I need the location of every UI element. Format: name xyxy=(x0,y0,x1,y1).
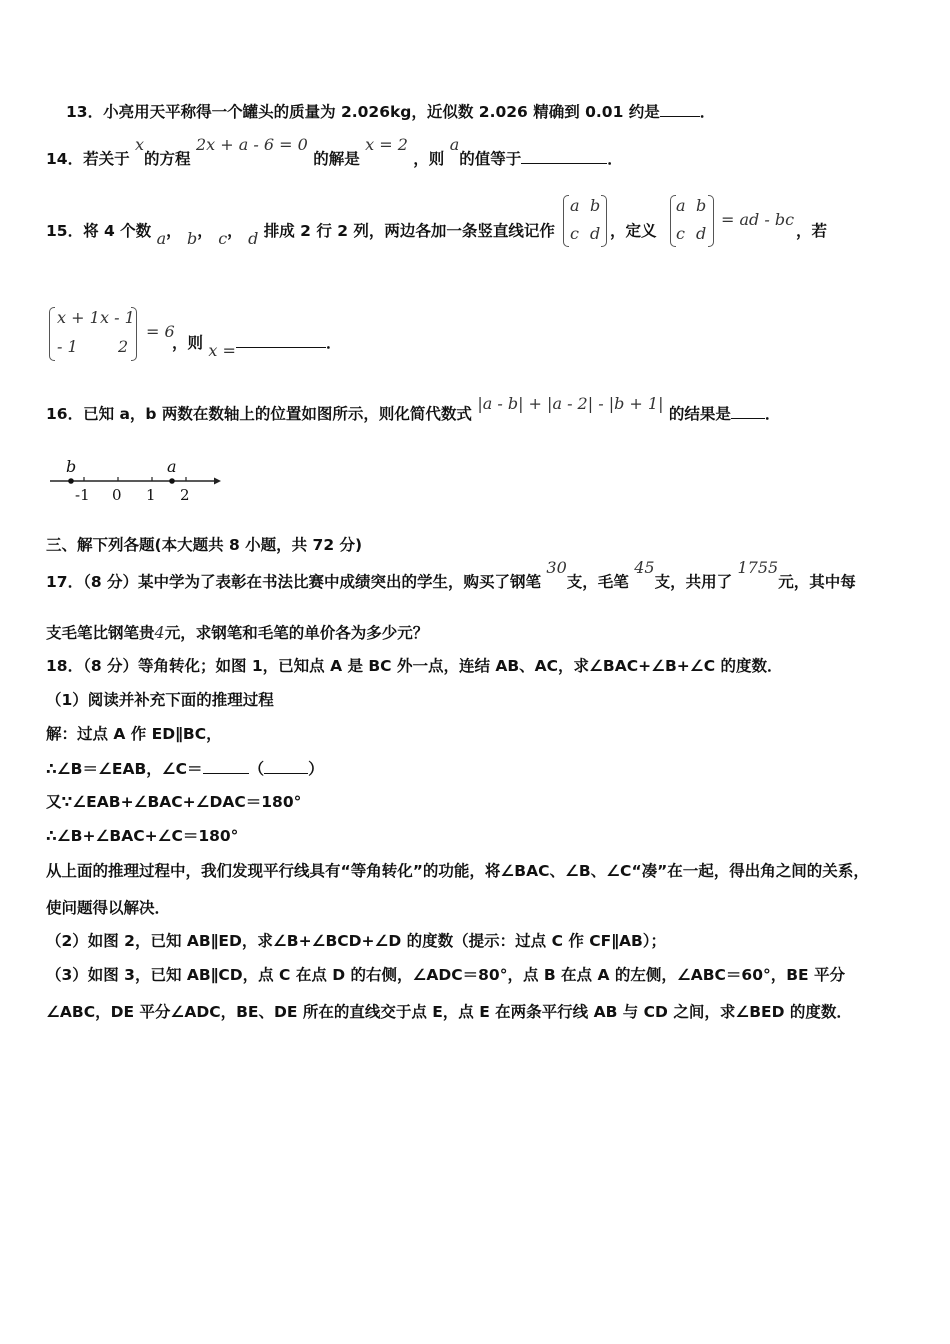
question-17-line-2 xyxy=(46,622,950,644)
q16-expression: |a - b| + |a - 2| - |b + 1| xyxy=(477,394,664,413)
q14-prefix: 14．若关于 xyxy=(46,150,130,168)
q15-text-4: ，若 xyxy=(796,222,828,240)
q16-text-1: 16．已知 a，b 两数在数轴上的位置如图所示，则化简代数式 xyxy=(46,405,472,423)
label-a: a xyxy=(167,457,177,476)
q17-text-1: 17．（8 分）某中学为了表彰在书法比赛中成绩突出的学生，购买了钢笔 xyxy=(46,573,542,591)
q18-line-11: ∠ABC，DE 平分∠ADC，BE、DE 所在的直线交于点 E，点 E 在两条平行线 AB 与 CD 之间，求∠BED 的度数． xyxy=(46,1003,852,1021)
q18-line-9: （2）如图 2，已知 AB∥ED，求∠B+∠BCD+∠D 的度数（提示：过点 C 作 CF∥AB）； xyxy=(46,932,667,950)
question-14 xyxy=(46,135,950,170)
q15-define xyxy=(610,220,657,242)
q14-var-a: a xyxy=(449,135,460,154)
axis-arrow xyxy=(214,478,221,485)
q18-paren-open: （ xyxy=(248,760,265,778)
tick-label-2: 2 xyxy=(180,486,190,504)
q15-equals-6: = 6 xyxy=(146,322,175,341)
label-b: b xyxy=(66,457,77,476)
q17-num-45: 45 xyxy=(634,558,655,577)
q18-line-4 xyxy=(46,757,950,780)
q18-line-5: 又∵∠EAB+∠BAC+∠DAC＝180° xyxy=(46,793,302,811)
q13-end: ． xyxy=(699,103,716,121)
q18-line-2: （1）阅读并补充下面的推理过程 xyxy=(46,691,274,709)
q15-var-b: b xyxy=(187,229,198,248)
q14-solution: x = 2 xyxy=(365,135,408,154)
q17-num-1755: 1755 xyxy=(737,558,779,577)
q18-line-1: 18．（8 分）等角转化；如图 1，已知点 A 是 BC 外一点，连结 AB、AC，求∠BAC+∠B+∠C 的度数． xyxy=(46,657,783,675)
q18-blank-reason[interactable] xyxy=(264,757,308,774)
matrix-cell-c: c xyxy=(570,224,579,243)
cond-cell-12: x - 1 xyxy=(100,308,135,327)
matrix-cell-a: a xyxy=(570,196,580,215)
def-cell-d: d xyxy=(696,224,707,243)
number-line-figure xyxy=(44,452,224,508)
q17-text-2: 支，毛笔 xyxy=(566,573,629,591)
cond-cell-11: x + 1 xyxy=(57,308,100,327)
q14-text-3: 的解是 xyxy=(313,150,360,168)
q14-equation: 2x + a - 6 = 0 xyxy=(195,135,308,154)
q13-answer-blank[interactable] xyxy=(660,100,700,117)
q15-comma: ， xyxy=(166,222,182,240)
question-17 xyxy=(46,558,950,593)
q15-if xyxy=(796,220,827,242)
q14-text-2: 的方程 xyxy=(144,150,191,168)
q16-answer-blank[interactable] xyxy=(731,402,765,419)
q15-x-equals: x = xyxy=(208,341,236,360)
tick-label-minus1: -1 xyxy=(75,486,90,504)
q18-line-10: （3）如图 3，已知 AB∥CD，点 C 在点 D 的右侧，∠ADC＝80°，点 B 在点 A 的左侧，∠ABC＝60°，BE 平分 xyxy=(46,966,846,984)
q15-text-2: 排成 2 行 2 列，两边各加一条竖直线记作 xyxy=(263,222,555,240)
def-cell-b: b xyxy=(696,196,707,215)
q15-then: ，则 xyxy=(172,334,204,352)
q14-answer-blank[interactable] xyxy=(521,147,607,164)
q15-var-a: a xyxy=(156,229,167,248)
q18-line-7: 从上面的推理过程中，我们发现平行线具有“等角转化”的功能，将∠BAC、∠B、∠C“凑”在一起，得出角之间的关系， xyxy=(46,862,869,880)
q15-answer-blank[interactable] xyxy=(236,331,326,348)
tick-label-0: 0 xyxy=(112,486,122,504)
point-a xyxy=(169,478,175,484)
q15-prefix: 15．将 4 个数 xyxy=(46,222,152,240)
def-cell-c: c xyxy=(676,224,685,243)
point-b xyxy=(68,478,74,484)
q18-line-6: ∴∠B+∠BAC+∠C＝180° xyxy=(46,827,239,845)
question-13 xyxy=(66,100,950,123)
q14-var-x: x xyxy=(134,135,145,154)
matrix-cell-d: d xyxy=(590,224,601,243)
q14-end: ． xyxy=(607,150,623,168)
q16-end: ． xyxy=(764,405,781,423)
q15-comma: ， xyxy=(227,222,243,240)
q15-var-d: d xyxy=(248,229,259,248)
matrix-cell-b: b xyxy=(590,196,601,215)
q18-paren-close: ） xyxy=(308,760,324,778)
q17-num-4: 4 xyxy=(154,623,165,642)
q13-text: 13．小亮用天平称得一个罐头的质量为 2.026kg，近似数 2.026 精确到 0.01 约是 xyxy=(66,103,660,121)
q15-var-c: c xyxy=(218,229,228,248)
q17-text-6: 元，求钢笔和毛笔的单价各为多少元？ xyxy=(164,624,429,642)
cond-cell-21: - 1 xyxy=(57,337,78,356)
q15-comma: ， xyxy=(197,222,213,240)
q16-text-2: 的结果是 xyxy=(668,405,731,423)
q18-line-4-text: ∴∠B＝∠EAB，∠C＝ xyxy=(46,760,203,778)
q17-text-4: 元，其中每 xyxy=(778,573,856,591)
q14-text-4: ，则 xyxy=(413,150,445,168)
q14-text-5: 的值等于 xyxy=(459,150,522,168)
q15-text-3: ，定义 xyxy=(610,222,657,240)
q18-line-8: 使问题得以解决． xyxy=(46,899,171,917)
q18-blank-angle[interactable] xyxy=(203,757,249,774)
q17-text-5: 支毛笔比钢笔贵 xyxy=(46,624,155,642)
q18-line-3: 解：过点 A 作 ED∥BC， xyxy=(46,725,222,743)
cond-cell-22: 2 xyxy=(118,337,129,356)
q15-definition-rhs: = ad - bc xyxy=(721,210,795,229)
question-16 xyxy=(46,394,950,425)
section-3-heading: 三、解下列各题(本大题共 8 小题，共 72 分) xyxy=(46,536,363,554)
def-cell-a: a xyxy=(676,196,686,215)
q17-text-3: 支，共用了 xyxy=(654,573,733,591)
q17-num-30: 30 xyxy=(546,558,567,577)
q15-answer-line xyxy=(172,331,342,360)
q15-end: ． xyxy=(325,334,342,352)
tick-label-1: 1 xyxy=(146,486,156,504)
